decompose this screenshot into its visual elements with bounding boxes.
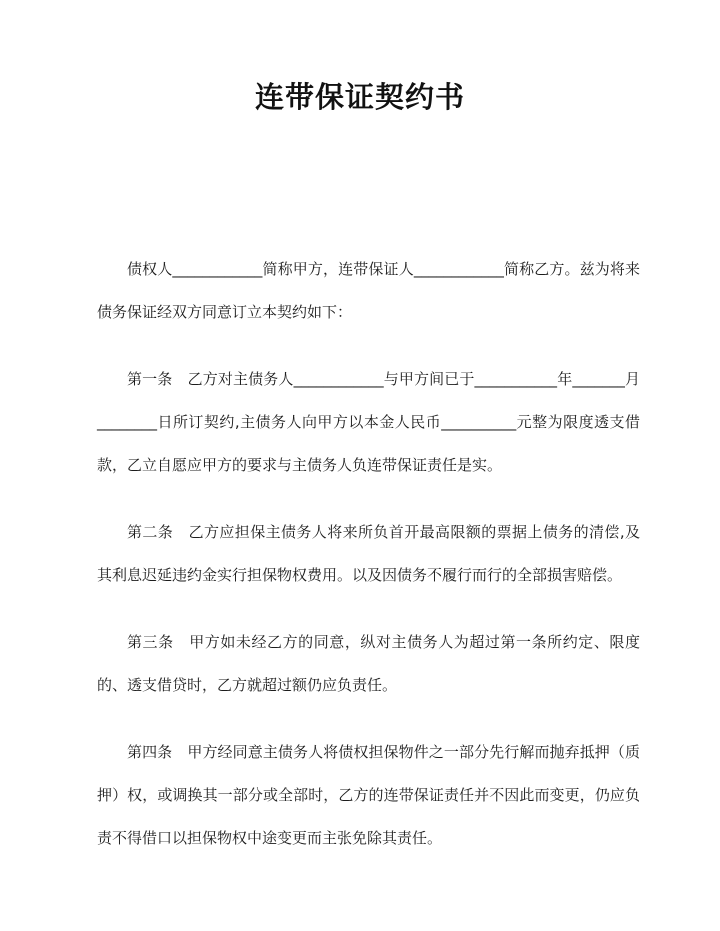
document-title: 连带保证契约书 [254, 80, 465, 114]
contract-paragraph-article-1: 第一条 乙方对主债务人____________与甲方间已于___________年_______月________日所订契约,主债务人向甲方以本金人民币__________元整为限度透支借款，乙立自愿应甲方的要求与主债务人负连带保证责任是实。 [97, 370, 640, 474]
contract-paragraph-article-4: 第四条 甲方经同意主债务人将债权担保物件之一部分先行解而抛弃抵押（质押）权，或调换其一部分或全部时，乙方的连带保证责任并不因此而变更，仍应负责不得借口以担保物权中途变更而主张免除其责任。 [97, 743, 640, 847]
contract-paragraph-preamble: 债权人____________简称甲方，连带保证人____________简称乙方。兹为将来债务保证经双方同意订立本契约如下： [97, 260, 640, 321]
contract-paragraph-article-2: 第二条 乙方应担保主债务人将来所负首开最高限额的票据上债务的清偿,及其利息迟延违约金实行担保物权费用。以及因债务不履行而行的全部损害赔偿。 [97, 523, 640, 584]
contract-paragraph-article-3: 第三条 甲方如未经乙方的同意，纵对主债务人为超过第一条所约定、限度的、透支借贷时，乙方就超过额仍应负责任。 [97, 633, 640, 694]
document-body [97, 248, 640, 884]
